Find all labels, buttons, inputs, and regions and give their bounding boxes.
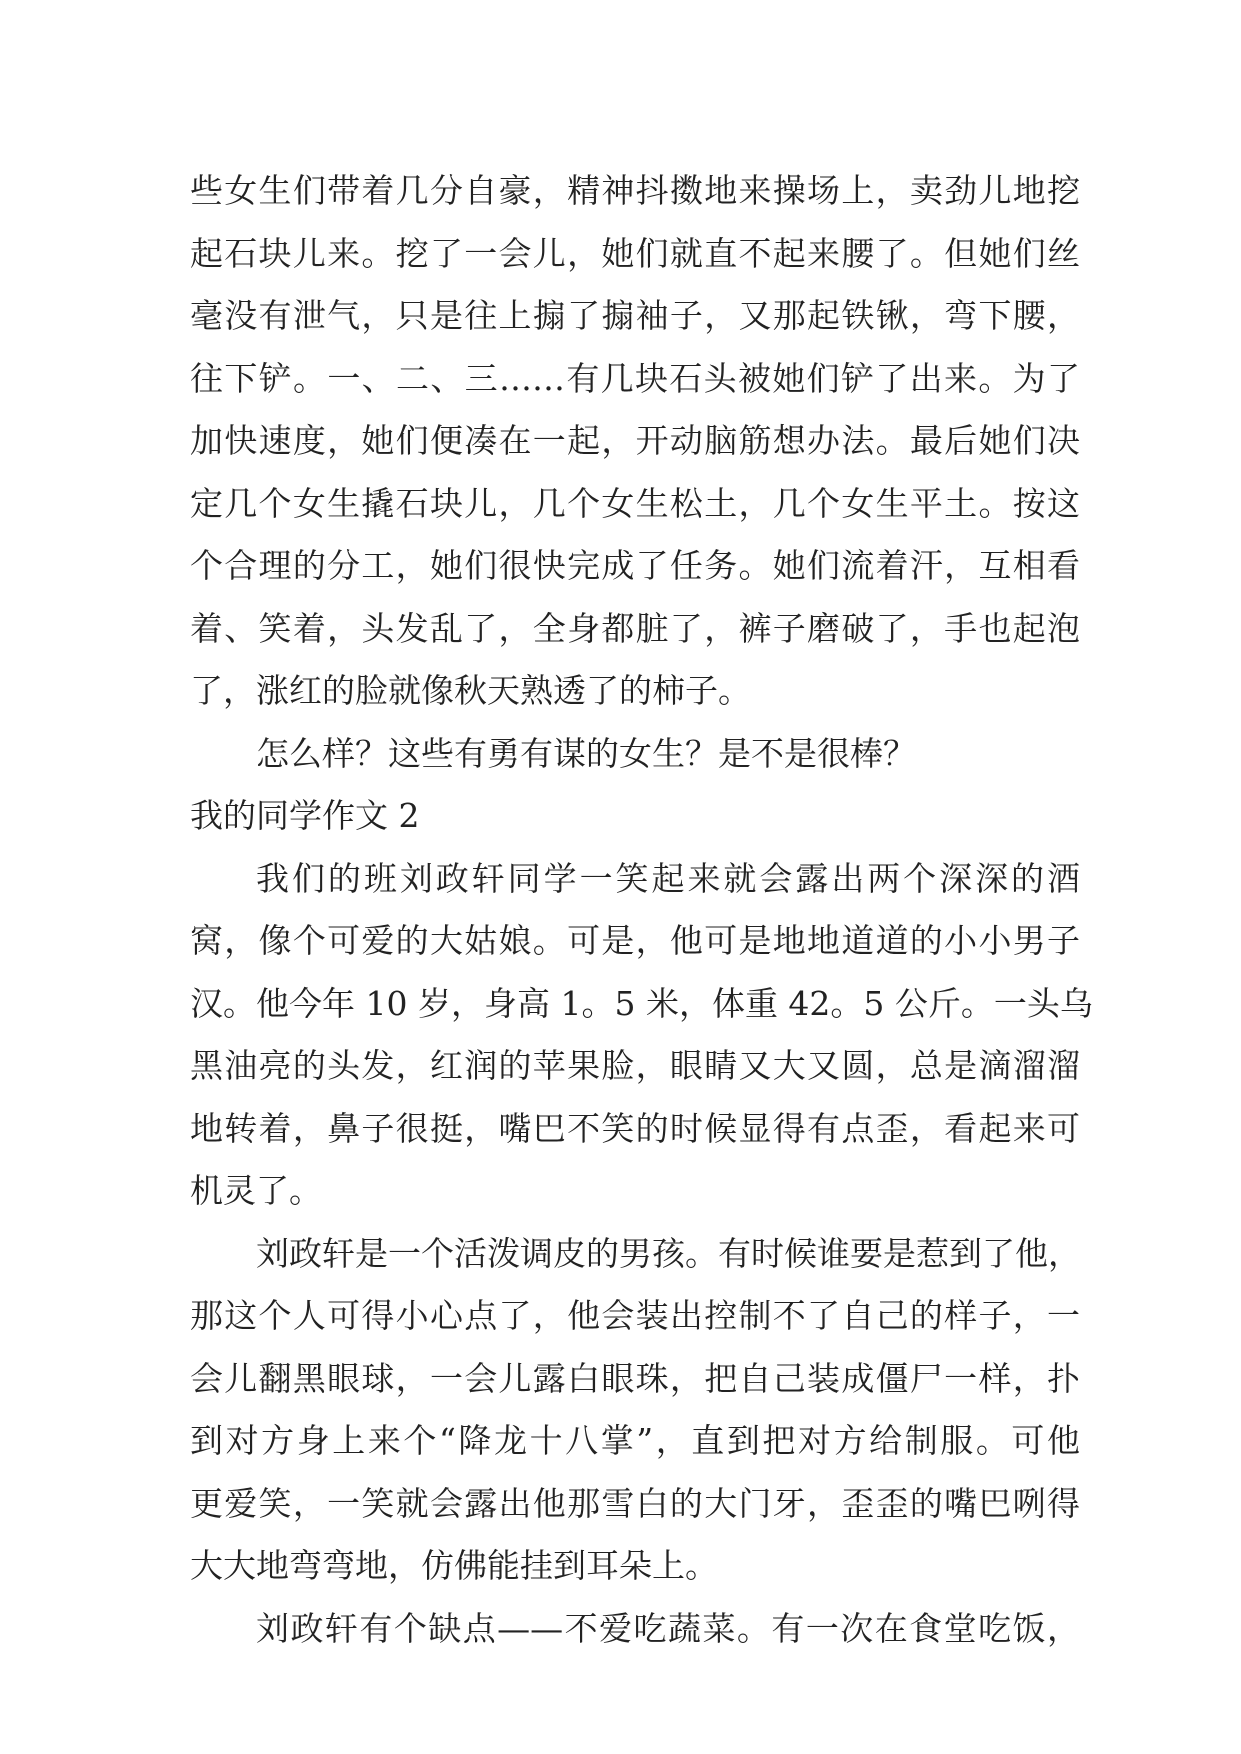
text-line: 了，涨红的脸就像秋天熟透了的柿子。 xyxy=(190,671,751,710)
text-line: 往下铲。一、二、三……有几块石头被她们铲了出来。为了 xyxy=(190,358,1080,398)
text-line: 汉。他今年 10 岁，身高 1。5 米，体重 42。5 公斤。一头乌 xyxy=(190,983,1093,1023)
text-line: 更爱笑，一笑就会露出他那雪白的大门牙，歪歪的嘴巴咧得 xyxy=(190,1483,1080,1523)
text-line: 着、笑着，头发乱了，全身都脏了，裤子磨破了，手也起泡 xyxy=(190,608,1080,648)
paragraph xyxy=(190,1223,1080,1598)
text-line: 黑油亮的头发，红润的苹果脸，眼睛又大又圆，总是滴溜溜 xyxy=(190,1046,1080,1085)
text-line: 地转着，鼻子很挺，嘴巴不笑的时候显得有点歪，看起来可 xyxy=(190,1108,1080,1148)
paragraph xyxy=(190,723,1080,786)
text-line: 刘政轩是一个活泼调皮的男孩。有时候谁要是惹到了他， xyxy=(256,1233,1081,1273)
text-line: 刘政轩有个缺点——不爱吃蔬菜。有一次在食堂吃饭， xyxy=(256,1608,1080,1648)
paragraph xyxy=(190,848,1093,1223)
text-line: 窝，像个可爱的大姑娘。可是，他可是地地道道的小小男子 xyxy=(190,921,1080,960)
text-line: 起石块儿来。挖了一会儿，她们就直不起来腰了。但她们丝 xyxy=(190,233,1080,273)
section-heading: 我的同学作文 2 xyxy=(190,796,420,835)
text-line: 大大地弯弯地，仿佛能挂到耳朵上。 xyxy=(190,1546,718,1585)
text-line: 那这个人可得小心点了，他会装出控制不了自己的样子，一 xyxy=(190,1296,1080,1335)
text-line: 到对方身上来个“降龙十八掌”，直到把对方给制服。可他 xyxy=(190,1421,1080,1460)
text-line: 怎么样？这些有勇有谋的女生？是不是很棒？ xyxy=(256,733,916,773)
text-line: 毫没有泄气，只是往上搧了搧袖子，又那起铁锹，弯下腰， xyxy=(190,296,1080,335)
text-line: 个合理的分工，她们很快完成了任务。她们流着汗，互相看 xyxy=(190,546,1080,585)
text-line: 些女生们带着几分自豪，精神抖擞地来操场上，卖劲儿地挖 xyxy=(190,171,1080,210)
text-line: 机灵了。 xyxy=(190,1171,322,1210)
text-line: 定几个女生撬石块儿，几个女生松土，几个女生平土。按这 xyxy=(190,483,1080,523)
document-body xyxy=(190,160,1093,1660)
paragraph xyxy=(190,1598,1080,1661)
text-line: 会儿翻黑眼球，一会儿露白眼珠，把自己装成僵尸一样，扑 xyxy=(190,1358,1080,1398)
text-line: 加快速度，她们便凑在一起，开动脑筋想办法。最后她们决 xyxy=(190,421,1080,460)
text-line: 我们的班刘政轩同学一笑起来就会露出两个深深的酒 xyxy=(256,858,1080,898)
paragraph xyxy=(190,160,1080,723)
